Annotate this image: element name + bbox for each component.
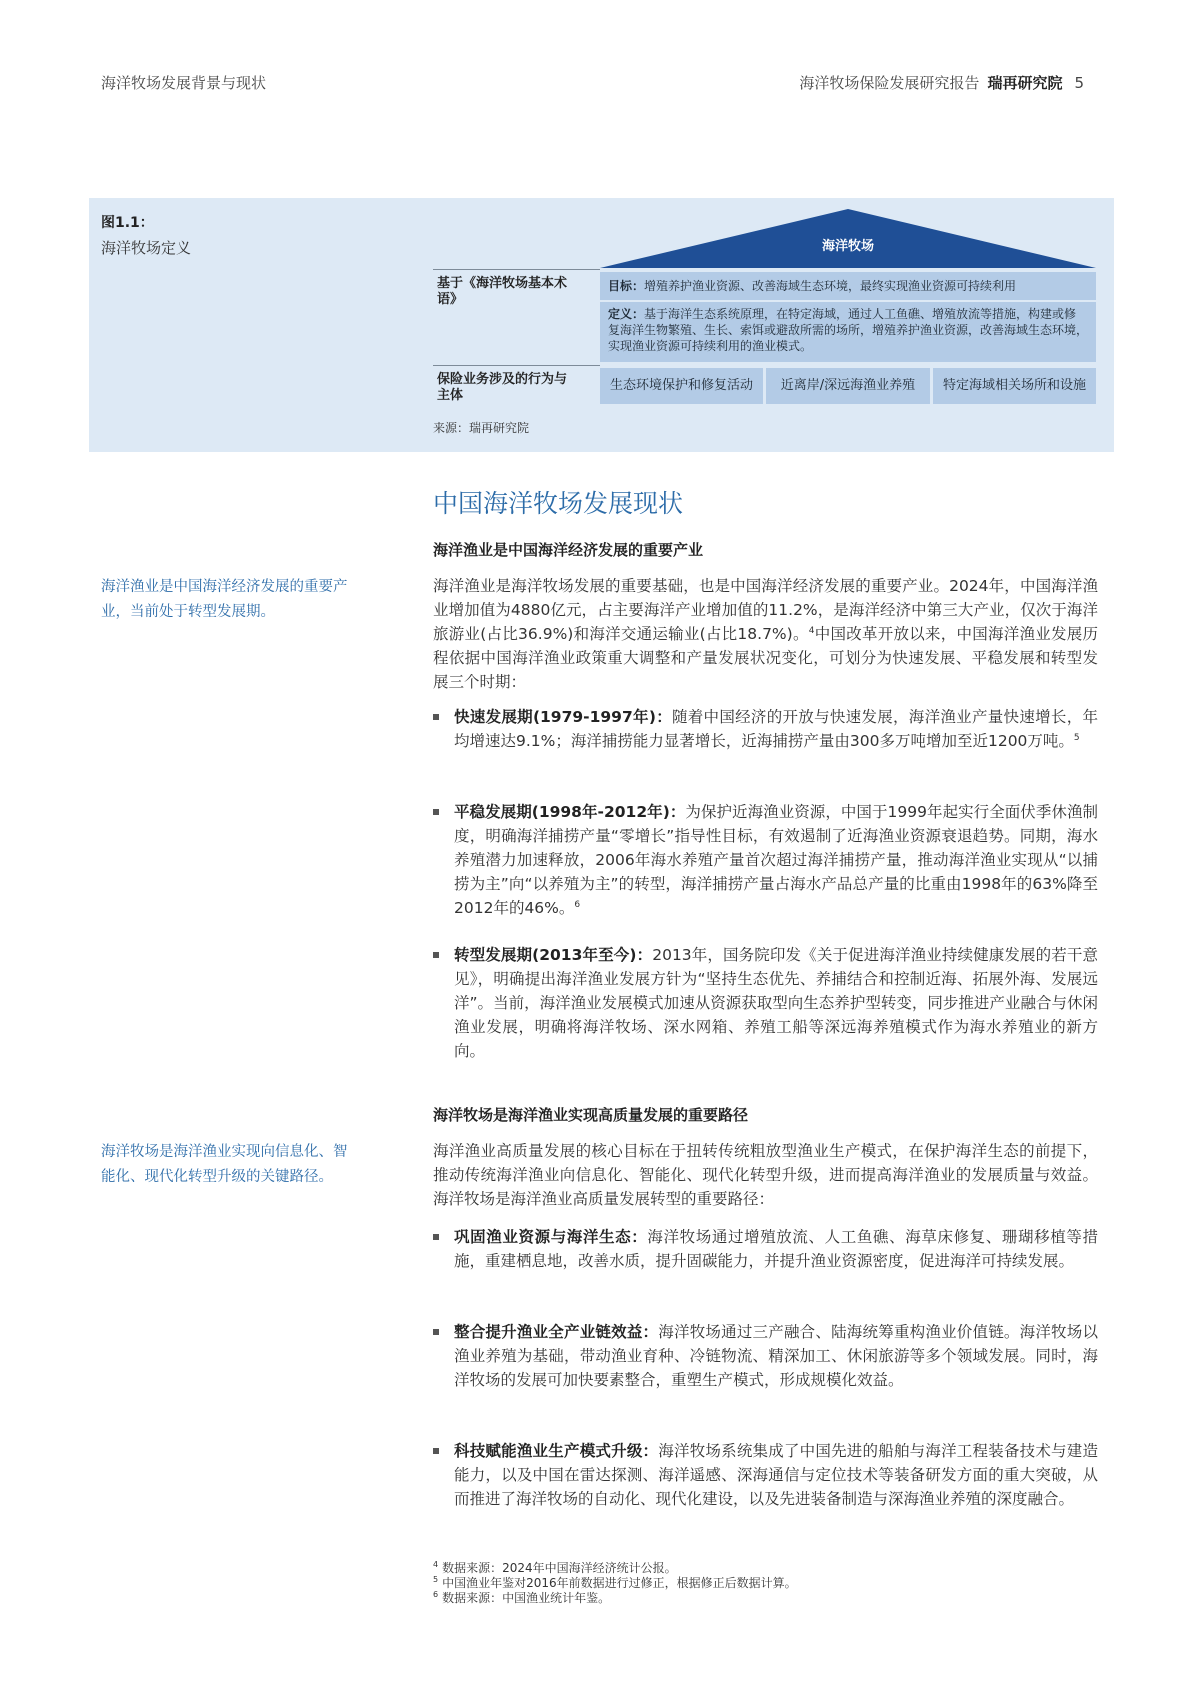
subject-cell-facilities: 特定海域相关场所和设施 [933, 368, 1096, 404]
subheading-2: 海洋牧场是海洋渔业实现高质量发展的重要路径 [433, 1106, 749, 1124]
bullet-title: 快速发展期(1979-1997年)： [454, 708, 672, 726]
paragraph-1-text: 海洋渔业是海洋牧场发展的重要基础，也是中国海洋经济发展的重要产业。2024年，中国海洋渔业增加值为4880亿元，占主要海洋产业增加值的11.2%，是海洋经济中第三大产业，仅次于海洋旅游业(占比36.9%)和海洋交通运输业(占比18.7%)。 [433, 577, 1098, 643]
running-header-report [799, 72, 1084, 93]
footnote-number: 4 [433, 1560, 439, 1569]
figure-source: 来源：瑞再研究院 [433, 421, 530, 435]
footnote-4 [433, 1561, 797, 1576]
row1-divider [433, 269, 600, 270]
bullet-text: 为保护近海渔业资源，中国于1999年起实行全面伏季休渔制度，明确海洋捕捞产量“零增长”指导性目标，有效遏制了近海渔业资源衰退趋势。同期，海水养殖潜力加速释放，2006年海水养殖产量首次超过海洋捕捞产量，推动海洋渔业实现从“以捕捞为主”向“以养殖为主”的转型，海洋捕捞产量占海水产品总产量的比重由1998年的63%降至2012年的46%。 [454, 803, 1098, 917]
bullet-text: 2013年，国务院印发《关于促进海洋渔业持续健康发展的若干意见》，明确提出海洋渔业发展方针为“坚持生态优先、养捕结合和控制近海、拓展外海、发展远洋”。当前，海洋渔业发展模式加速从资源获取型向生态养护型转变，同步推进产业融合与休闲渔业发展，明确将海洋牧场、深水网箱、养殖工船等深远海养殖模式作为海水养殖业的新方向。 [454, 946, 1098, 1060]
brand-name: 瑞再研究院 [987, 74, 1063, 92]
footnote-number: 5 [433, 1575, 439, 1584]
bullet-industry-chain [433, 1320, 1098, 1392]
bullet-marker [433, 1329, 439, 1335]
paragraph-1b-text: 中国改革开放以来，中国海洋渔业发展历程依据中国海洋渔业政策重大调整和产量发展状况变化，可划分为快速发展、平稳发展和转型发展三个时期： [433, 625, 1098, 691]
report-title: 海洋牧场保险发展研究报告 [799, 74, 980, 92]
bullet-title: 巩固渔业资源与海洋生态： [454, 1228, 648, 1246]
running-header-section: 海洋牧场发展背景与现状 [101, 74, 267, 92]
goal-cell [600, 272, 1096, 300]
footnote-text: 数据来源：中国渔业统计年鉴。 [442, 1591, 611, 1605]
row2-divider [433, 365, 600, 366]
sidenote-2: 海洋牧场是海洋渔业实现向信息化、智能化、现代化转型升级的关键路径。 [101, 1144, 348, 1185]
section-title: 中国海洋牧场发展现状 [433, 489, 684, 518]
bullet-marker [433, 714, 439, 720]
footnote-text: 数据来源：2024年中国海洋经济统计公报。 [442, 1561, 677, 1575]
paragraph-1 [433, 574, 1098, 694]
bullet-marker [433, 809, 439, 815]
footnote-number: 6 [433, 1590, 439, 1599]
bullet-stable-growth [433, 800, 1098, 920]
footnote-6 [433, 1591, 797, 1606]
goal-text: 增殖养护渔业资源、改善海域生态环境，最终实现渔业资源可持续利用 [644, 279, 1017, 293]
bullet-marker [433, 1234, 439, 1240]
subject-cell-aquaculture: 近离岸/深远海渔业养殖 [766, 368, 930, 404]
bullet-marker [433, 1448, 439, 1454]
bullet-text: 海洋牧场系统集成了中国先进的船舶与海洋工程装备技术与建造能力，以及中国在雷达探测、海洋遥感、深海通信与定位技术等装备研发方面的重大突破，从而推进了海洋牧场的自动化、现代化建设，以及先进装备制造与深海渔业养殖的深度融合。 [454, 1442, 1098, 1508]
roof-label: 海洋牧场 [821, 239, 874, 254]
bullet-technology [433, 1439, 1098, 1511]
paragraph-2: 海洋渔业高质量发展的核心目标在于扭转传统粗放型渔业生产模式，在保护海洋生态的前提下，推动传统海洋渔业向信息化、智能化、现代化转型升级，进而提高海洋渔业的发展质量与效益。海洋牧场是海洋渔业高质量发展转型的重要路径： [433, 1142, 1098, 1208]
footnote-text: 中国渔业年鉴对2016年前数据进行过修正，根据修正后数据计算。 [442, 1576, 797, 1590]
bullet-text: 随着中国经济的开放与快速发展，海洋渔业产量快速增长，年均增速达9.1%；海洋捕捞能力显著增长，近海捕捞产量由300多万吨增加至近1200万吨。 [454, 708, 1098, 750]
footnote-ref-6: 6 [574, 899, 581, 910]
sidenote-1: 海洋渔业是中国海洋经济发展的重要产业，当前处于转型发展期。 [101, 579, 348, 620]
subject-cell-ecology: 生态环境保护和修复活动 [600, 368, 763, 404]
page-number: 5 [1074, 74, 1084, 92]
definition-label: 定义： [608, 307, 645, 321]
bullet-transformation [433, 943, 1098, 1063]
row2-label: 保险业务涉及的行为与主体 [437, 372, 568, 403]
bullet-title: 整合提升渔业全产业链效益： [454, 1323, 659, 1341]
footnote-5 [433, 1576, 797, 1591]
bullet-marker [433, 952, 439, 958]
bullet-text: 海洋牧场通过三产融合、陆海统筹重构渔业价值链。海洋牧场以渔业养殖为基础，带动渔业育种、冷链物流、精深加工、休闲旅游等多个领域发展。同时，海洋牧场的发展可加快要素整合，重塑生产模式，形成规模化效益。 [454, 1323, 1098, 1389]
subheading-1: 海洋渔业是中国海洋经济发展的重要产业 [433, 541, 704, 559]
goal-label: 目标： [608, 279, 645, 293]
bullet-title: 转型发展期(2013年至今)： [454, 946, 653, 964]
figure-title: 海洋牧场定义 [101, 239, 192, 257]
footnotes [433, 1561, 797, 1606]
footnote-ref-5: 5 [1073, 732, 1080, 743]
figure-number: 图1.1： [101, 215, 154, 231]
bullet-title: 平稳发展期(1998年-2012年)： [454, 803, 686, 821]
footnote-ref-4: 4 [808, 625, 815, 636]
bullet-title: 科技赋能渔业生产模式升级： [454, 1442, 659, 1460]
bullet-rapid-growth [433, 705, 1098, 753]
row1-label: 基于《海洋牧场基本术语》 [437, 276, 568, 307]
definition-text: 基于海洋生态系统原理，在特定海域，通过人工鱼礁、增殖放流等措施，构建或修复海洋生物繁殖、生长、索饵或避敌所需的场所，增殖养护渔业资源，改善海域生态环境，实现渔业资源可持续利用的渔业模式。 [608, 307, 1089, 353]
definition-cell [600, 302, 1096, 362]
bullet-text: 海洋牧场通过增殖放流、人工鱼礁、海草床修复、珊瑚移植等措施，重建栖息地，改善水质，提升固碳能力，并提升渔业资源密度，促进海洋可持续发展。 [454, 1228, 1098, 1270]
bullet-resources-ecology [433, 1225, 1098, 1273]
